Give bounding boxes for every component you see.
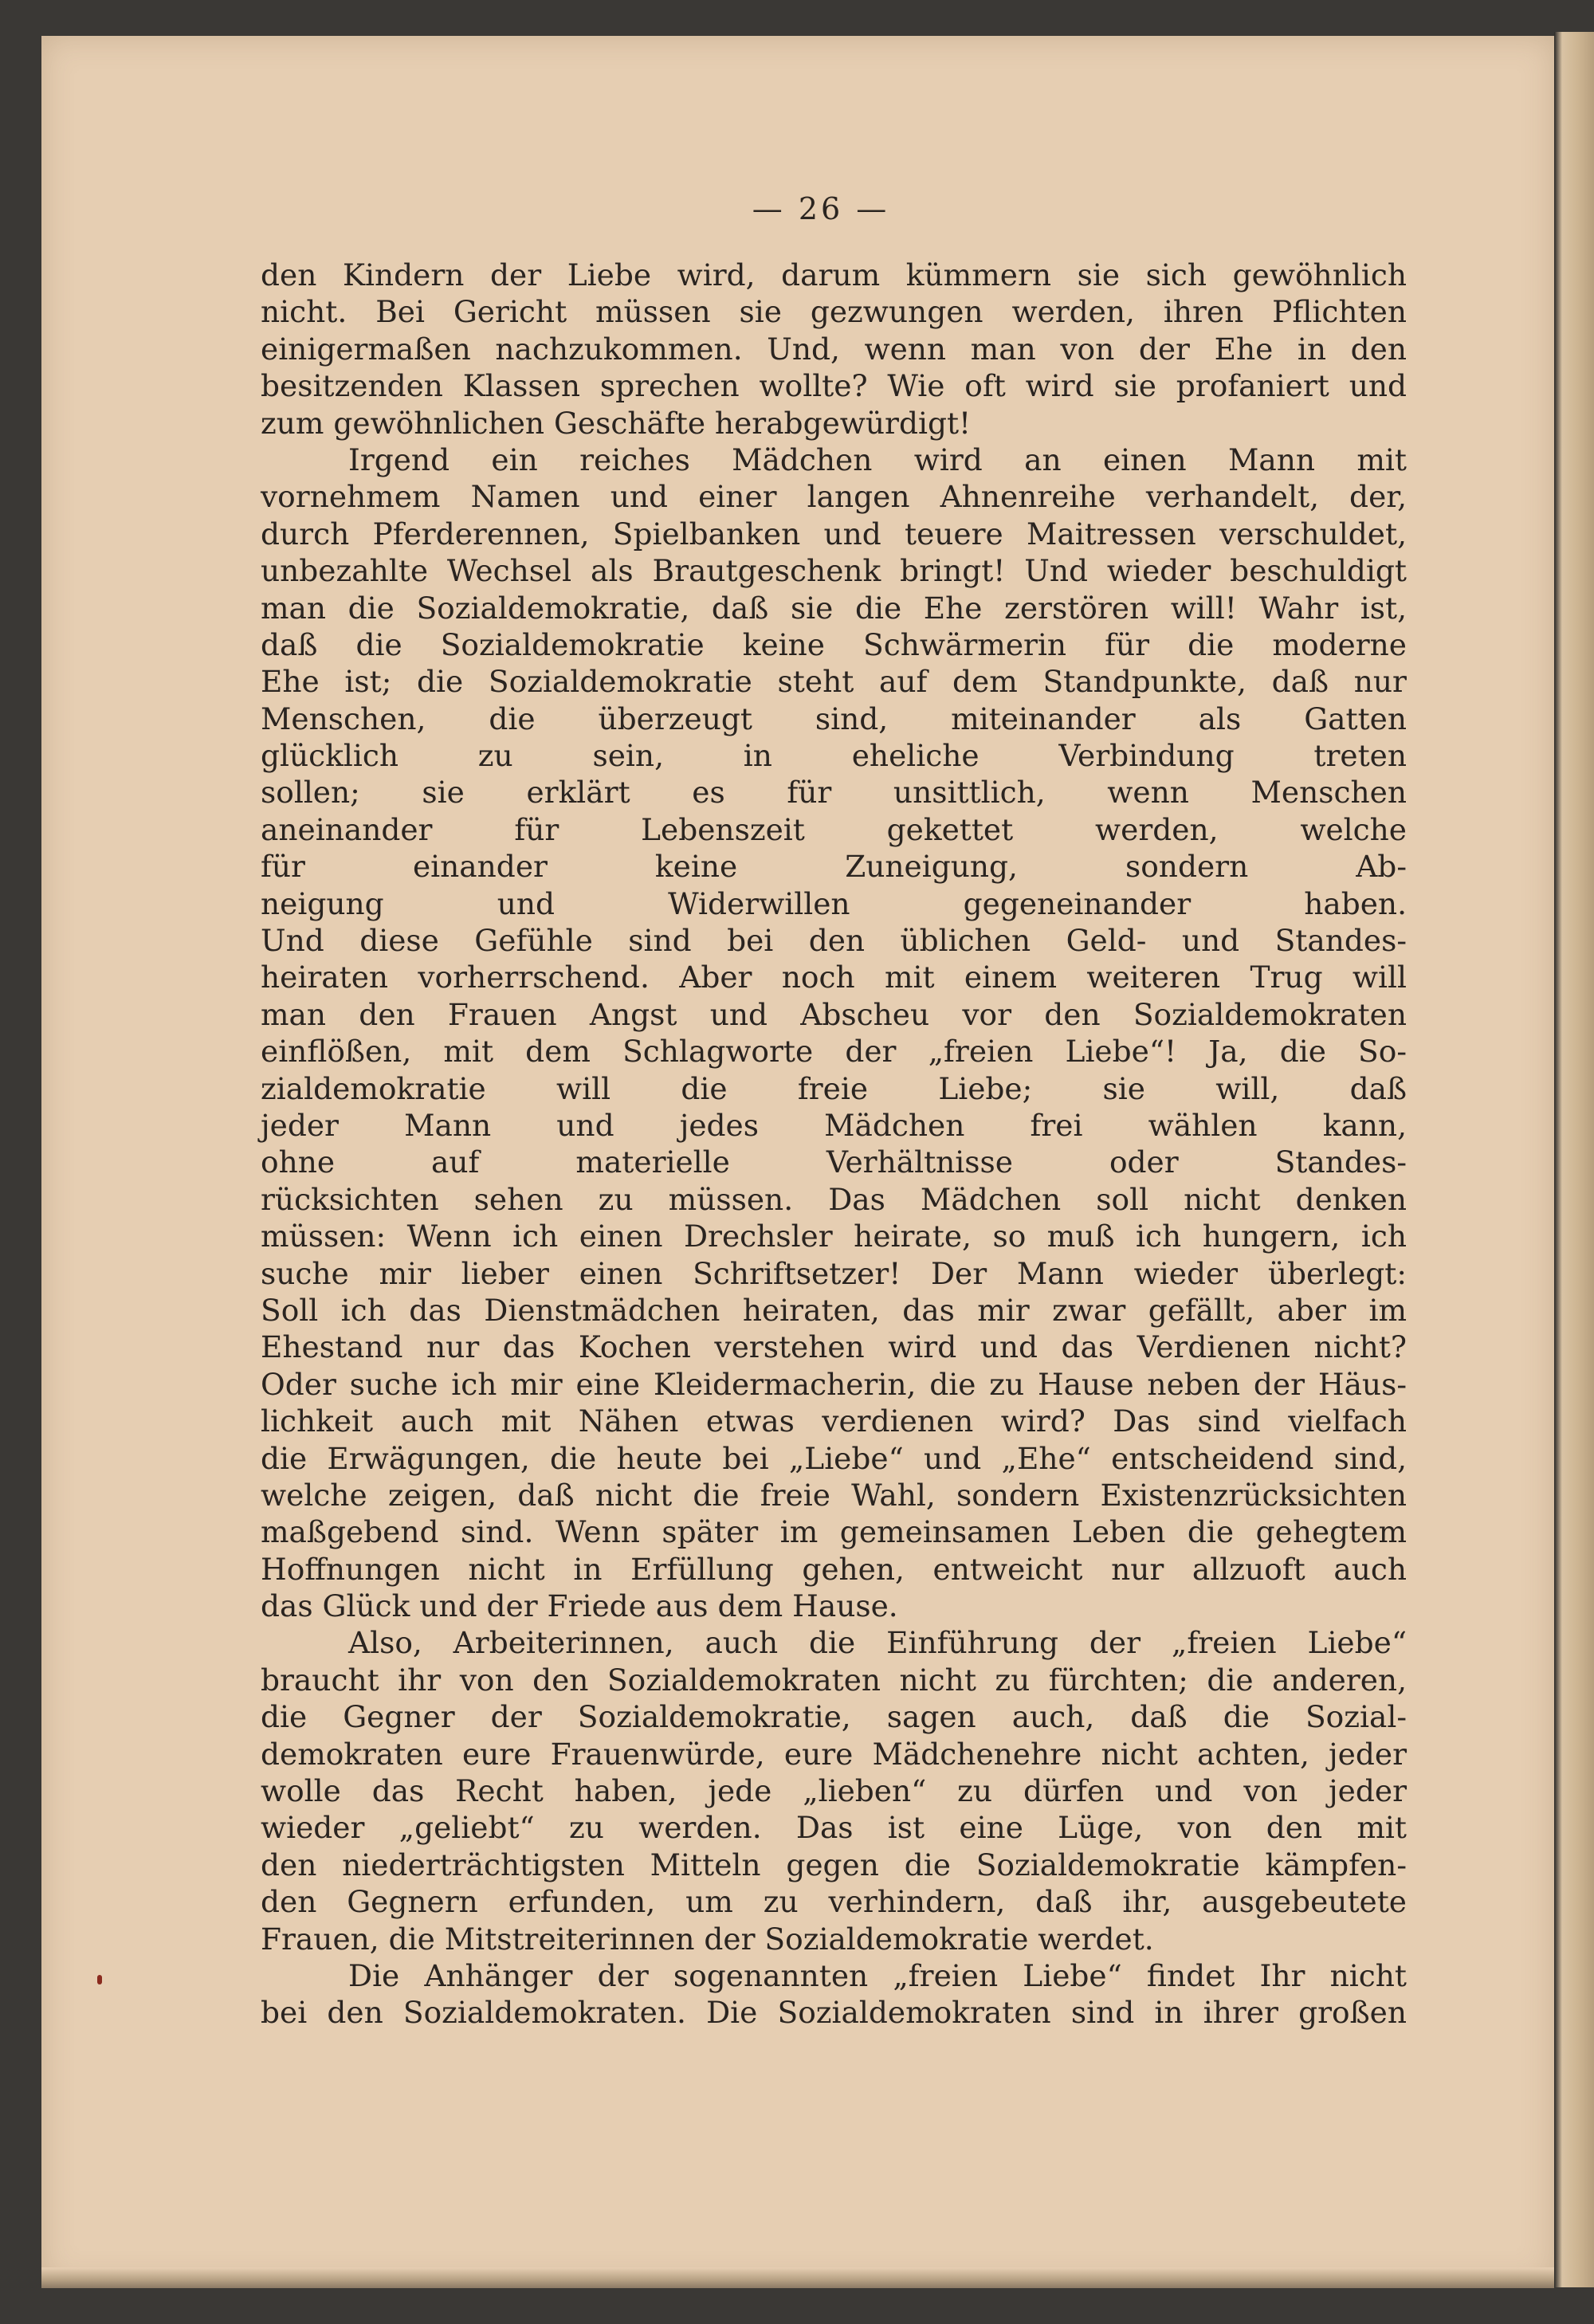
text-line: man die Sozialdemokratie, daß sie die Ehe zerstören will! Wahr ist, <box>261 590 1407 626</box>
text-line: wieder „geliebt“ zu werden. Das ist eine Lüge, von den mit <box>261 1810 1407 1846</box>
text-line: bei den Sozialdemokraten. Die Sozialdemokraten sind in ihrer großen <box>261 1995 1407 2031</box>
text-line: heiraten vorherrschend. Aber noch mit einem weiteren Trug will <box>261 960 1407 995</box>
body-text <box>261 257 1407 2032</box>
page-edge-right <box>1554 32 1594 2287</box>
text-line: suche mir lieber einen Schriftsetzer! Der Mann wieder überlegt: <box>261 1255 1407 1291</box>
text-line: müssen: Wenn ich einen Drechsler heirate, so muß ich hungern, ich <box>261 1219 1407 1254</box>
text-line: sollen; sie erklärt es für unsittlich, wenn Menschen <box>261 775 1407 811</box>
page-edge-bottom <box>41 2267 1554 2288</box>
text-line: Und diese Gefühle sind bei den üblichen Geld- und Standes- <box>261 923 1407 959</box>
text-line: die Erwägungen, die heute bei „Liebe“ und „Ehe“ entscheidend sind, <box>261 1440 1407 1476</box>
text-line: rücksichten sehen zu müssen. Das Mädchen soll nicht denken <box>261 1181 1407 1217</box>
text-line: Ehestand nur das Kochen verstehen wird und das Verdienen nicht? <box>261 1329 1407 1365</box>
text-line: wolle das Recht haben, jede „lieben“ zu dürfen und von jeder <box>261 1773 1407 1809</box>
text-line: aneinander für Lebenszeit gekettet werden, welche <box>261 811 1407 847</box>
text-line: durch Pferderennen, Spielbanken und teuere Maitressen verschuldet, <box>261 516 1407 552</box>
text-line: welche zeigen, daß nicht die freie Wahl, sondern Existenzrücksichten <box>261 1477 1407 1513</box>
text-line: den niederträchtigsten Mitteln gegen die Sozialdemokratie kämpfen- <box>261 1847 1407 1882</box>
text-line: maßgebend sind. Wenn später im gemeinsamen Leben die gehegtem <box>261 1514 1407 1550</box>
margin-ink-mark <box>97 1975 102 1984</box>
text-line: nicht. Bei Gericht müssen sie gezwungen werden, ihren Pflichten <box>261 294 1407 330</box>
text-line: einflößen, mit dem Schlagworte der „freien Liebe“! Ja, die So- <box>261 1034 1407 1070</box>
text-line: man den Frauen Angst und Abscheu vor den Sozialdemokraten <box>261 996 1407 1032</box>
text-line: glücklich zu sein, in eheliche Verbindung treten <box>261 738 1407 774</box>
text-line: daß die Sozialdemokratie keine Schwärmerin für die moderne <box>261 626 1407 662</box>
text-line: ohne auf materielle Verhältnisse oder Standes- <box>261 1144 1407 1180</box>
text-line: Soll ich das Dienstmädchen heiraten, das mir zwar gefällt, aber im <box>261 1292 1407 1328</box>
text-line: Ehe ist; die Sozialdemokratie steht auf dem Standpunkte, daß nur <box>261 664 1407 700</box>
text-line: Oder suche ich mir eine Kleidermacherin, die zu Hause neben der Häus- <box>261 1366 1407 1402</box>
text-line: Also, Arbeiterinnen, auch die Einführung der „freien Liebe“ <box>348 1625 1407 1661</box>
text-line: den Gegnern erfunden, um zu verhindern, daß ihr, ausgebeutete <box>261 1884 1407 1920</box>
text-line: lichkeit auch mit Nähen etwas verdienen wird? Das sind vielfach <box>261 1403 1407 1439</box>
text-line: die Gegner der Sozialdemokratie, sagen auch, daß die Sozial- <box>261 1699 1407 1735</box>
text-line: jeder Mann und jedes Mädchen frei wählen kann, <box>261 1107 1407 1143</box>
text-line: Die Anhänger der sogenannten „freien Liebe“ findet Ihr nicht <box>348 1957 1407 1993</box>
text-line: zialdemokratie will die freie Liebe; sie will, daß <box>261 1070 1407 1106</box>
text-line: demokraten eure Frauenwürde, eure Mädchenehre nicht achten, jeder <box>261 1736 1407 1772</box>
text-line: unbezahlte Wechsel als Brautgeschenk bringt! Und wieder beschuldigt <box>261 553 1407 589</box>
text-line: das Glück und der Friede aus dem Hause. <box>261 1588 898 1624</box>
text-line: für einander keine Zuneigung, sondern Ab- <box>261 849 1407 885</box>
text-line: neigung und Widerwillen gegeneinander haben. <box>261 885 1407 921</box>
page-number: — 26 — <box>752 191 890 226</box>
text-line: braucht ihr von den Sozialdemokraten nicht zu fürchten; die anderen, <box>261 1662 1407 1698</box>
text-line: Hoffnungen nicht in Erfüllung gehen, entweicht nur allzuoft auch <box>261 1551 1407 1587</box>
text-line: einigermaßen nachzukommen. Und, wenn man von der Ehe in den <box>261 331 1407 367</box>
text-line: Frauen, die Mitstreiterinnen der Sozialdemokratie werdet. <box>261 1921 1154 1957</box>
text-line: zum gewöhnlichen Geschäfte herabgewürdigt! <box>261 405 972 441</box>
text-line: Irgend ein reiches Mädchen wird an einen Mann mit <box>348 442 1407 477</box>
text-line: den Kindern der Liebe wird, darum kümmern sie sich gewöhnlich <box>261 257 1407 292</box>
text-line: vornehmem Namen und einer langen Ahnenreihe verhandelt, der, <box>261 479 1407 515</box>
text-line: Menschen, die überzeugt sind, miteinander als Gatten <box>261 701 1407 736</box>
text-line: besitzenden Klassen sprechen wollte? Wie oft wird sie profaniert und <box>261 368 1407 404</box>
